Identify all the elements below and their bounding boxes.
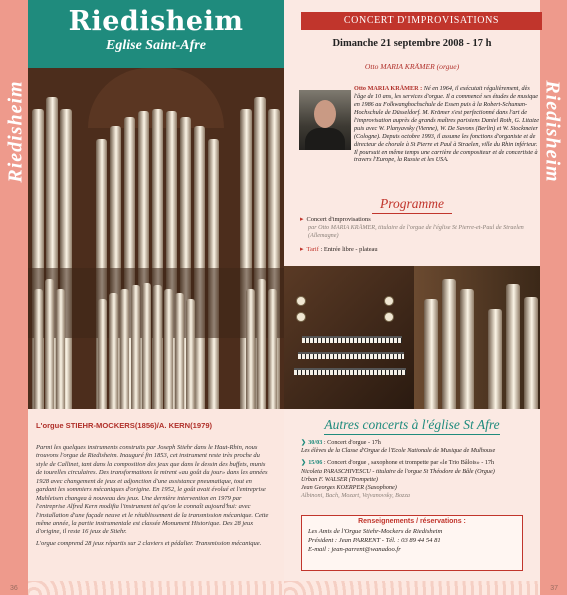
organ-caption-title: L'orgue STIEHR-MOCKERS(1856)/A. KERN(1979) — [36, 421, 213, 430]
lace-border — [28, 581, 284, 595]
page-header — [28, 0, 284, 68]
concert-entry-composers: Albinoni, Bach, Mozart, Vejvanovsky, Bozza — [301, 492, 410, 500]
concert-date: Dimanche 21 septembre 2008 - 17 h — [332, 38, 492, 49]
concert-entry — [301, 439, 539, 455]
concert-entry-line: Jean Georges KOERPER (Saxophone) — [301, 483, 397, 491]
concert-entry-line: Urban F. WALSER (Trompette) — [301, 475, 378, 483]
lace-border — [284, 581, 540, 595]
triangle-bullet-icon: ▸ — [300, 215, 304, 223]
programme-divider — [372, 213, 452, 214]
side-label: Riedisheim — [541, 80, 564, 183]
double-chevron-icon: ❯ — [301, 459, 307, 467]
reservations-line: Les Amis de l'Orgue Stiehr-Mockers de Riedisheim — [308, 528, 443, 535]
concert-entry-line: Nicoleta PARASCHIVESCU - titulaire de l'orgue St Théodore de Bâle (Orgue) — [301, 467, 495, 475]
organ-photo — [28, 68, 284, 409]
side-label: Riedisheim — [4, 80, 27, 183]
concert-entry — [301, 459, 539, 500]
organ-console-photo — [284, 266, 540, 409]
programme-item-label: Concert d'improvisations — [306, 216, 371, 223]
programme-item — [300, 215, 538, 223]
artist-bio-name: Otto MARIA KRÄMER : — [354, 85, 423, 92]
programme-title: Programme — [380, 196, 444, 211]
other-concerts-title: Autres concerts à l'église St Afre — [324, 417, 500, 432]
tarif-label: Tarif — [306, 246, 319, 254]
organ-caption — [28, 409, 284, 595]
other-concerts-divider — [324, 434, 500, 435]
other-concerts-list — [301, 439, 539, 500]
artist-bio-text: Né en 1964, il exécutait régulièrement, dès l'âge de 10 ans, les services d'orgue. Il a commencé ses études de musique en 1986 au Folkwanghochschule de Essen puis à la Robert-Schuman-Hochschule de Düsseldorf. M. Krämer s'est perfectionné dans l'art de l'improvisation auprès de grands maîtres parisiens Daniel Roth, G. Litaize puis avec W. Planyavsky (Vienne), W. De Savons (Berlin) et W. Stockmeier (Cologne). Depuis octobre 1993, il assume les fonctions d'organiste et de directeur de chorale à St Pierre et Paul à Straelen, ville du Rhin inférieur. Il poursuit en même temps une carrière de compositeur et de concertiste à travers l'Europe, la Russie et les USA. — [354, 85, 539, 164]
reservations-email[interactable]: E-mail : jean-parrent@wanadoo.fr — [308, 545, 401, 553]
concert-entry-title: : Concert d'orgue - 17h — [323, 439, 381, 446]
artist-photo — [299, 90, 351, 150]
organ-caption-paragraph: Parmi les quelques instruments construits par Joseph Stiehr dans le Haut-Rhin, nous trouvons l'orgue de Riedisheim. Inauguré fin 1853, cet instrument reste très proche du style de Callinet, tant dans la composition des jeux que dans le dessin des buffets, munis de tourelles circulaires. Des transformations le mirent «au goût du jour» dans les années 1928 avec changement de jeux et adjonction d'une assistance pneumatique, tout en gardant les sommiers mécaniques d'origine. En 1952, le goût avait évolué et l'entreprise Muhleisen changea à nouveau des jeux. Une dernière intervention en 1979 par l'entreprise Alfred Kern modifia l'instrument tel qu'on le connaît aujourd'hui: avec l'installation d'une façade neuve et le rétablissement de la transmission mécanique. Cette même année, la partie instrumentale est classée Monument Historique. Des 28 jeux d'origine, il reste 16 jeux de Stiehr. — [36, 444, 269, 536]
reservations-title: Renseignements / réservations : — [358, 518, 466, 525]
concert-entry-line: Les élèves de la Classe d'Orgue de l'Ecole Nationale de Musique de Mulhouse — [301, 447, 496, 455]
triangle-bullet-icon: ▸ — [300, 245, 304, 254]
tarif-value: : Entrée libre - plateau — [320, 246, 378, 254]
concert-entry-date: 30/03 — [308, 439, 323, 446]
double-chevron-icon: ❯ — [301, 439, 307, 446]
artist-bio — [354, 85, 540, 164]
organ-caption-body — [36, 444, 272, 548]
programme-item-detail: par Otto MARIA KRÄMER, titulaire de l'orgue de l'église St Pierre-et-Paul de Straelen (Allemagne) — [308, 224, 524, 240]
concert-artist: Otto MARIA KRÄMER (orgue) — [364, 62, 460, 71]
concert-entry-date: 15/06 — [308, 459, 323, 467]
page-number: 37 — [550, 585, 558, 592]
concert-entry-title: : Concert d'orgue , saxophone et trompette par «le Trio Bâlois» - 17h — [323, 459, 495, 467]
right-page — [284, 0, 567, 595]
reservations-box — [301, 515, 523, 571]
reservations-line: Président : Jean PARRENT - Tél. : 03 89 44 54 81 — [308, 536, 441, 544]
programme-tarif — [300, 245, 538, 253]
page-number: 36 — [10, 585, 18, 592]
programme-list — [300, 215, 538, 253]
page-subtitle: Eglise Saint-Afre — [106, 38, 206, 53]
page-title: Riedisheim — [68, 6, 244, 37]
concert-banner: CONCERT D'IMPROVISATIONS — [301, 12, 542, 30]
organ-caption-paragraph: L'orgue comprend 28 jeux répartis sur 2 claviers et pédalier. Transmission mécanique. — [36, 539, 262, 547]
